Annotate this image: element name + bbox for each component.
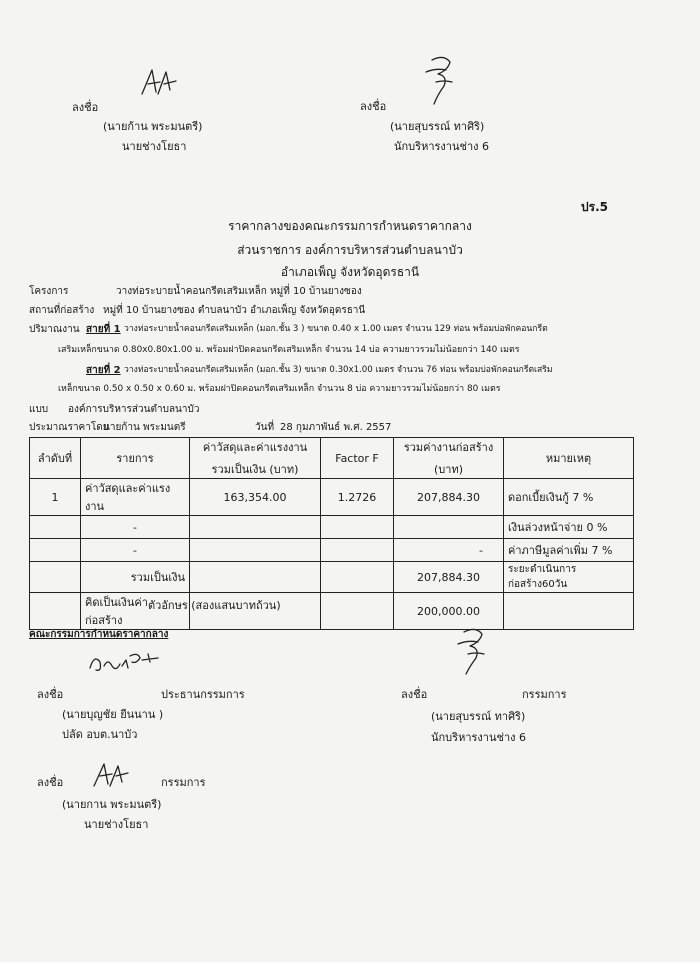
chair-role: ประธานกรรมการ — [161, 688, 245, 701]
sum-total: 207,884.30 — [394, 562, 504, 593]
row1-factor: 1.2726 — [321, 479, 394, 516]
table-row — [30, 516, 634, 539]
table-sum-row — [30, 562, 634, 593]
row3-remark: ค่าภาษีมูลค่าเพิ่ม 7 % — [504, 539, 634, 562]
final-label: คิดเป็นเงินค่าก่อสร้าง — [81, 593, 190, 630]
line1-desc-a: วางท่อระบายน้ำคอนกรีตเสริมเหล็ก (มอก.ชั้น 3 ) ขนาด 0.40 x 1.00 เมตร จำนวน 129 ท่อน พร้อมบ่อพักคอนกรีต — [124, 324, 548, 334]
sum-cost — [190, 562, 321, 593]
row3-factor — [321, 539, 394, 562]
header-no: ลำดับที่ — [30, 438, 81, 479]
line2-desc-b: เหล็กขนาด 0.50 x 0.50 x 0.60 ม. พร้อมฝาปิดคอนกรีตเสริมเหล็ก จำนวน 8 บ่อ ความยาวรวมไม่น้อยกว่า 80 เมตร — [58, 384, 501, 394]
top-right-sign-label: ลงชื่อ — [360, 100, 387, 113]
header-total-line2: (บาท) — [434, 463, 463, 476]
table-row — [30, 479, 634, 516]
member1-role: กรรมการ — [522, 688, 567, 701]
header-district: อำเภอเพ็ญ จังหวัดอุดรธานี — [280, 265, 420, 279]
project-label: โครงการ — [29, 286, 69, 297]
row2-item: - — [81, 516, 190, 539]
signature-top-left — [138, 66, 180, 98]
header-factor: Factor F — [321, 438, 394, 479]
member2-name: (นายกาน พระมนตรี) — [62, 798, 162, 811]
table-header-row — [30, 438, 634, 479]
row2-cost — [190, 516, 321, 539]
row1-no: 1 — [30, 479, 81, 516]
row3-cost — [190, 539, 321, 562]
header-cost-line1: ค่าวัสดุและค่าแรงงาน — [202, 441, 308, 454]
row2-total — [394, 516, 504, 539]
header-cost-line2: รวมเป็นเงิน (บาท) — [211, 463, 299, 476]
estimator-label: ประมาณราคาโดย — [29, 422, 109, 433]
location-label: สถานที่ก่อสร้าง — [29, 305, 95, 316]
chair-sign-label: ลงชื่อ — [37, 688, 64, 701]
chair-name: (นายบุญชัย ยืนนาน ) — [62, 708, 164, 721]
row2-factor — [321, 516, 394, 539]
type-value: องค์การบริหารส่วนตำบลนาบัว — [68, 404, 200, 415]
sum-remark: ระยะดำเนินการก่อสร้าง60วัน — [504, 562, 634, 593]
top-left-signer-position: นายช่างโยธา — [122, 140, 187, 153]
row3-total: - — [394, 539, 504, 562]
top-left-sign-label: ลงชื่อ — [72, 101, 99, 114]
header-item: รายการ — [81, 438, 190, 479]
sum-factor — [321, 562, 394, 593]
member2-role: กรรมการ — [161, 776, 206, 789]
date-label: วันที่ — [255, 422, 275, 433]
signature-chair — [86, 648, 166, 680]
committee-title: คณะกรรมการกำหนดราคากลาง — [29, 629, 169, 640]
signature-member2 — [90, 760, 130, 790]
final-remark — [504, 593, 634, 630]
top-right-signer-position: นักบริหารงานช่าง 6 — [394, 140, 489, 153]
quantity-label: ปริมาณงาน — [29, 324, 80, 335]
row1-remark: ดอกเบี้ยเงินกู้ 7 % — [504, 479, 634, 516]
type-label: แบบ — [29, 404, 49, 415]
line1-tag: สายที่ 1 — [86, 324, 121, 335]
sum-label: รวมเป็นเงิน — [81, 562, 190, 593]
row2-no — [30, 516, 81, 539]
member1-name: (นายสุบรรณ์ ทาศิริ) — [431, 710, 526, 723]
header-total — [394, 438, 504, 479]
row1-total: 207,884.30 — [394, 479, 504, 516]
chair-position: ปลัด อบต.นาบัว — [62, 728, 138, 741]
final-total: 200,000.00 — [394, 593, 504, 630]
top-right-signer-name: (นายสุบรรณ์ ทาศิริ) — [390, 120, 485, 133]
header-title: ราคากลางของคณะกรรมการกำหนดราคากลาง — [228, 219, 472, 233]
form-code: ปร.5 — [581, 200, 608, 214]
header-remark: หมายเหตุ — [504, 438, 634, 479]
project-value: วางท่อระบายน้ำคอนกรีตเสริมเหล็ก หมู่ที่ 10 บ้านยางซอง — [116, 286, 362, 297]
member1-sign-label: ลงชื่อ — [401, 688, 428, 701]
line1-desc-b: เสริมเหล็กขนาด 0.80x0.80x1.00 ม. พร้อมฝาปิดคอนกรีตเสริมเหล็ก จำนวน 14 บ่อ ความยาวรวมไม่น้อยกว่า 140 เมตร — [58, 345, 520, 355]
member1-position: นักบริหารงานช่าง 6 — [431, 731, 526, 744]
line2-tag: สายที่ 2 — [86, 365, 121, 376]
cost-table — [29, 437, 634, 630]
table-final-row — [30, 593, 634, 630]
sum-no — [30, 562, 81, 593]
location-value: หมู่ที่ 10 บ้านยางซอง ตำบลนาบัว อำเภอเพ็ญ จังหวัดอุดรธานี — [103, 305, 366, 316]
amount-in-words: ตัวอักษร (สองแสนบาทถ้วน) — [148, 599, 281, 612]
header-total-line1: รวมค่างานก่อสร้าง — [403, 441, 494, 454]
top-left-signer-name: (นายก้าน พระมนตรี) — [103, 120, 203, 133]
final-no — [30, 593, 81, 630]
row2-remark: เงินล่วงหน้าจ่าย 0 % — [504, 516, 634, 539]
row1-item: ค่าวัสดุและค่าแรงงาน — [81, 479, 190, 516]
row3-no — [30, 539, 81, 562]
final-factor — [321, 593, 394, 630]
signature-member1 — [452, 624, 492, 678]
line2-desc-a: วางท่อระบายน้ำคอนกรีตเสริมเหล็ก (มอก.ชั้น 3) ขนาด 0.30x1.00 เมตร จำนวน 76 ท่อน พร้อมบ่อพักคอนกรีตเสริม — [124, 365, 553, 375]
signature-top-right — [418, 52, 462, 108]
date-value: 28 กุมภาพันธ์ พ.ศ. 2557 — [280, 422, 392, 433]
row3-item: - — [81, 539, 190, 562]
row1-cost: 163,354.00 — [190, 479, 321, 516]
header-cost — [190, 438, 321, 479]
estimator-value: นายก้าน พระมนตรี — [103, 422, 186, 433]
header-agency: ส่วนราชการ องค์การบริหารส่วนตำบลนาบัว — [237, 243, 463, 257]
table-row — [30, 539, 634, 562]
member2-sign-label: ลงชื่อ — [37, 776, 64, 789]
member2-position: นายช่างโยธา — [84, 818, 149, 831]
